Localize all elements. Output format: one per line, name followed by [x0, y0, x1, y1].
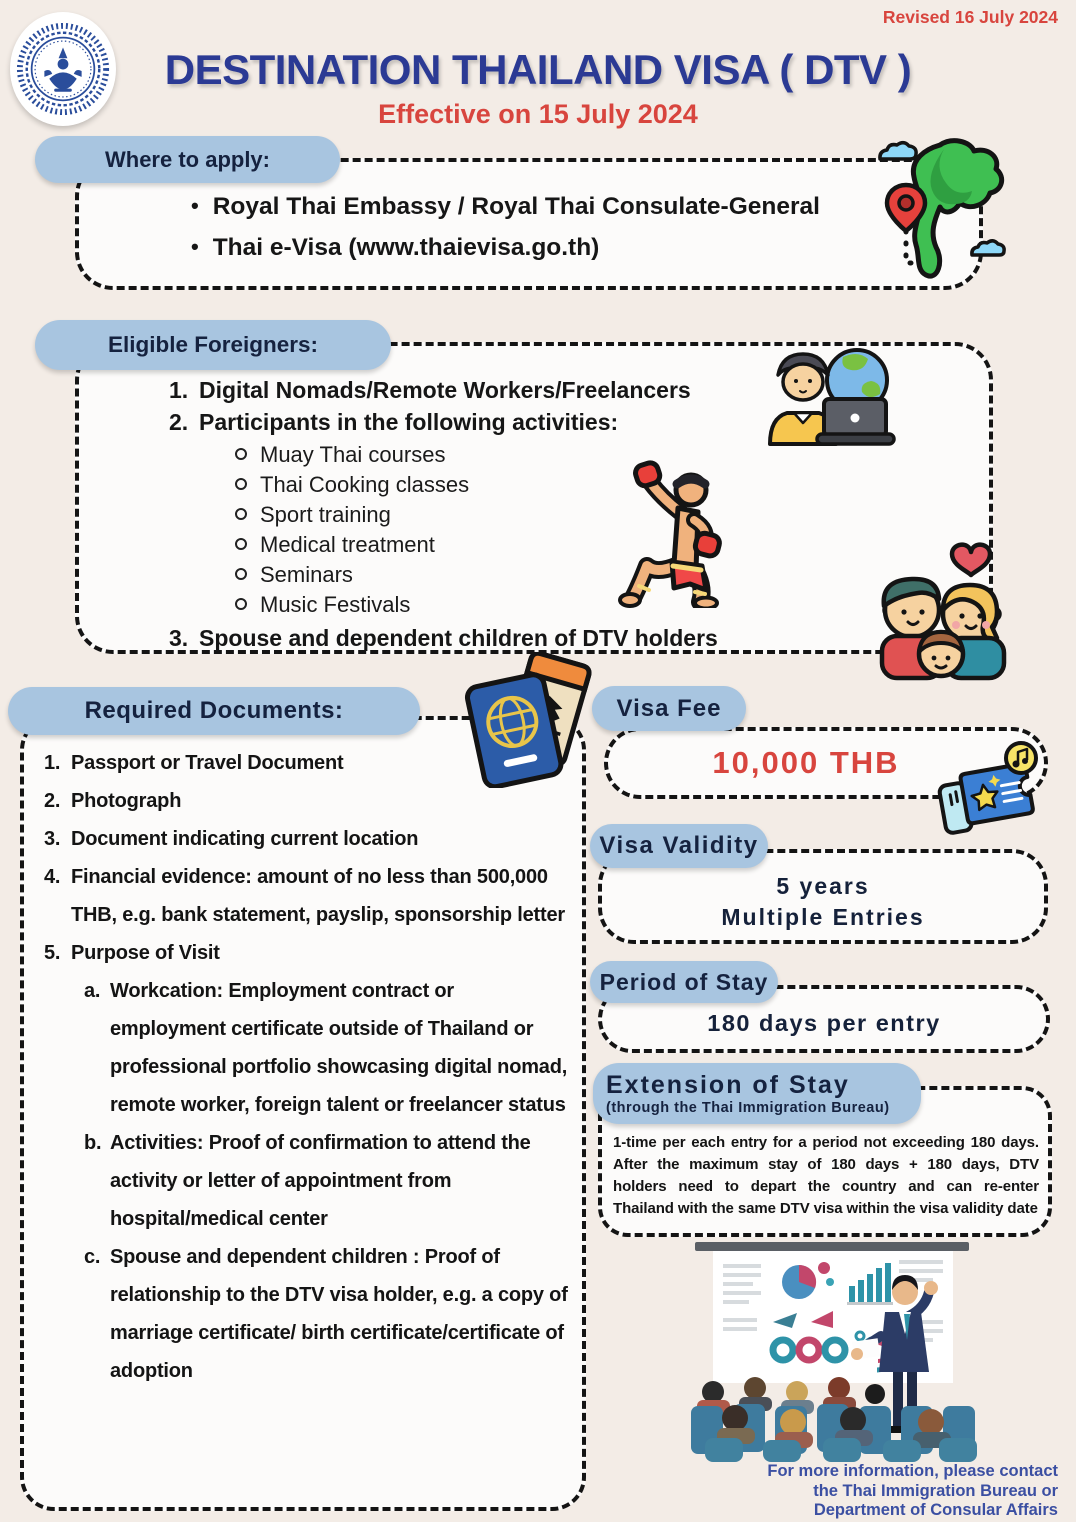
- circle-bullet-icon: [235, 568, 247, 580]
- contact-line: the Thai Immigration Bureau or: [813, 1481, 1058, 1500]
- list-item: 4. Financial evidence: amount of no less than 500,000 THB, e.g. bank statement, payslip, sponsorship letter: [44, 866, 565, 926]
- visa-fee-heading: Visa Fee: [592, 686, 746, 731]
- ticket-icon: [933, 740, 1051, 838]
- muay-thai-fighter-icon: [592, 436, 748, 608]
- bullet-icon: •: [191, 193, 199, 218]
- circle-bullet-icon: [235, 538, 247, 550]
- list-item: b. Activities: Proof of confirmation to attend the activity or letter of appointment from hospital/medical center: [84, 1132, 531, 1230]
- list-item: Thai Cooking classes: [235, 470, 989, 500]
- bullet-icon: •: [191, 234, 199, 259]
- visa-validity-years: 5 years: [776, 873, 870, 899]
- list-item: Sport training: [235, 500, 989, 530]
- list-item: 5. Purpose of Visit: [44, 942, 220, 964]
- required-documents-heading: Required Documents:: [8, 687, 420, 735]
- visa-validity-heading: Visa Validity: [590, 824, 768, 868]
- list-item: 2. Participants in the following activities:: [169, 409, 619, 435]
- family-heart-icon: [866, 526, 1014, 682]
- required-documents-list: [24, 720, 582, 1390]
- effective-date-subtitle: Effective on 15 July 2024: [378, 99, 698, 129]
- circle-bullet-icon: [235, 508, 247, 520]
- passport-boarding-pass-icon: [453, 652, 603, 788]
- visa-fee-amount: 10,000 THB: [712, 745, 900, 780]
- list-item: • Royal Thai Embassy / Royal Thai Consulate-General: [191, 186, 979, 227]
- period-of-stay-value: 180 days per entry: [707, 1010, 941, 1036]
- list-item: Medical treatment: [235, 530, 989, 560]
- circle-bullet-icon: [235, 478, 247, 490]
- digital-nomad-icon: [758, 346, 904, 446]
- visa-validity-entries: Multiple Entries: [721, 904, 925, 930]
- circle-bullet-icon: [235, 598, 247, 610]
- list-item: 1. Digital Nomads/Remote Workers/Freelancers: [169, 377, 691, 403]
- list-item: • Thai e-Visa (www.thaievisa.go.th): [191, 227, 979, 268]
- list-item: Music Festivals: [235, 590, 989, 620]
- list-item: a. Workcation: Employment contract or employment certificate outside of Thailand or professional portfolio showcasing digital nomad, remote worker, foreign talent or freelancer status: [84, 980, 568, 1116]
- page-title: DESTINATION THAILAND VISA ( DTV ): [164, 46, 912, 93]
- eligible-foreigners-heading: Eligible Foreigners:: [35, 320, 391, 370]
- list-item: 3. Spouse and dependent children of DTV holders: [169, 625, 718, 651]
- extension-of-stay-text: 1-time per each entry for a period not exceeding 180 days. After the maximum stay of 180 days + 180 days, DTV holders need to depart the country and can re-enter Thailand with the same DTV visa within the visa validity date: [613, 1134, 1039, 1217]
- contact-line: For more information, please contact: [767, 1462, 1058, 1480]
- period-of-stay-heading: Period of Stay: [590, 961, 778, 1003]
- circle-bullet-icon: [235, 448, 247, 460]
- list-item: c. Spouse and dependent children : Proof of relationship to the DTV visa holder, e.g. a copy of marriage certificate/ birth certificate/certificate of adoption: [84, 1246, 568, 1382]
- contact-line: Department of Consular Affairs: [813, 1501, 1058, 1519]
- list-item: 1. Passport or Travel Document: [44, 752, 344, 774]
- seminar-presentation-illustration: [677, 1242, 990, 1462]
- revised-date-label: Revised 16 July 2024: [882, 7, 1058, 27]
- list-item: Seminars: [235, 560, 989, 590]
- extension-of-stay-heading: Extension of Stay (through the Thai Immigration Bureau): [593, 1063, 921, 1124]
- list-item: 3. Document indicating current location: [44, 828, 419, 850]
- where-to-apply-heading: Where to apply:: [35, 136, 340, 183]
- extension-subheading: (through the Thai Immigration Bureau): [606, 1099, 890, 1116]
- required-documents-box: [20, 716, 586, 1511]
- list-item: Muay Thai courses: [235, 440, 989, 470]
- list-item: 2. Photograph: [44, 790, 182, 812]
- contact-info: [767, 1462, 1058, 1521]
- thailand-map-pin-icon: [868, 133, 1018, 309]
